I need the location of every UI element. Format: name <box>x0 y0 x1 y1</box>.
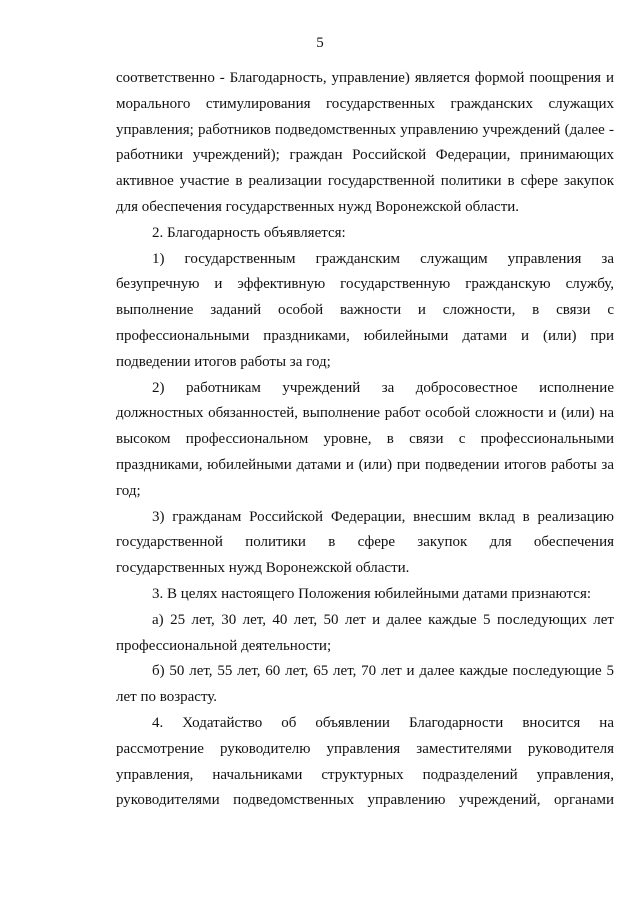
text-line: профессиональными праздниками, юбилейными датами и (или) при <box>116 327 614 344</box>
text-line: год; <box>116 482 141 499</box>
text-line: 2. Благодарность объявляется: <box>152 224 346 241</box>
document-body <box>116 66 614 814</box>
text-line: безупречную и эффективную государственную гражданскую службу, <box>116 276 614 293</box>
text-line: руководителями подведомственных управлению учреждений, органами <box>116 792 614 809</box>
text-line: рассмотрение руководителю управления заместителями руководителя <box>116 740 614 757</box>
text-line: морального стимулирования государственных гражданских служащих <box>116 95 614 112</box>
text-line: лет по возрасту. <box>116 689 218 706</box>
text-line: для обеспечения государственных нужд Воронежской области. <box>116 198 520 215</box>
text-line: 4. Ходатайство об объявлении Благодарности вносится на <box>152 714 614 731</box>
text-line: профессиональной деятельности; <box>116 637 332 654</box>
page-number: 5 <box>316 35 324 51</box>
text-line: 3) гражданам Российской Федерации, внесшим вклад в реализацию <box>152 508 614 525</box>
text-line: государственной политики в сфере закупок для обеспечения <box>116 534 614 551</box>
text-line: должностных обязанностей, выполнение работ особой сложности и (или) на <box>116 405 614 422</box>
text-line: а) 25 лет, 30 лет, 40 лет, 50 лет и далее каждые 5 последующих лет <box>152 611 614 628</box>
text-line: выполнение заданий особой важности и сложности, в связи с <box>116 302 614 319</box>
text-line: работники учреждений); граждан Российской Федерации, принимающих <box>116 147 614 164</box>
text-line: управления; работников подведомственных управлению учреждений (далее - <box>116 121 614 138</box>
text-line: праздниками, юбилейными датами и (или) при подведении итогов работы за <box>116 456 614 473</box>
text-line: б) 50 лет, 55 лет, 60 лет, 65 лет, 70 лет и далее каждые последующие 5 <box>152 663 614 680</box>
text-line: активное участие в реализации государственной политики в сфере закупок <box>116 173 614 190</box>
text-line: соответственно - Благодарность, управление) является формой поощрения и <box>116 70 614 86</box>
text-line: 3. В целях настоящего Положения юбилейными датами признаются: <box>152 585 592 602</box>
text-line: государственных нужд Воронежской области. <box>116 560 410 577</box>
text-line: подведении итогов работы за год; <box>116 353 331 370</box>
text-line: 1) государственным гражданским служащим управления за <box>152 250 614 267</box>
text-line: высоком профессиональном уровне, в связи с профессиональными <box>116 431 614 448</box>
text-line: 2) работникам учреждений за добросовестное исполнение <box>152 379 614 396</box>
text-line: управления, начальниками структурных подразделений управления, <box>116 766 614 783</box>
